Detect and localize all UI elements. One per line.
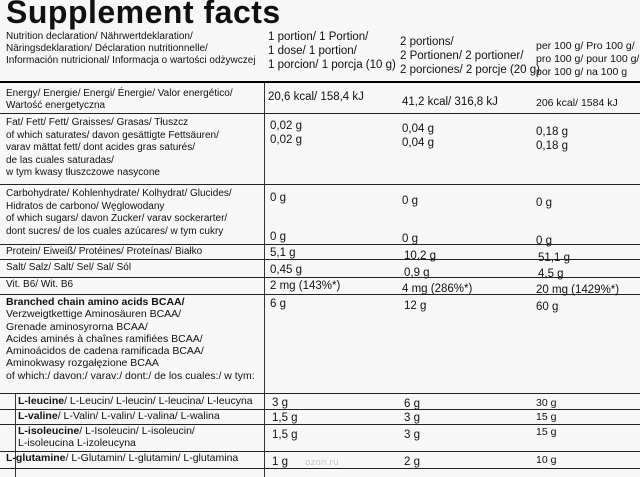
header-portion1-line: 1 portion/ 1 Portion/ [268, 31, 369, 43]
leucine-label-bold: L-leucine [18, 395, 65, 407]
divider-energy [0, 113, 640, 114]
header-per100-line: per 100 g/ Pro 100 g/ [536, 40, 635, 52]
salt-portion1: 0,45 g [270, 264, 302, 276]
carb-label-line: Hidratos de carbono/ Węglowodany [6, 200, 165, 212]
fat-label-line: de las cuales saturadas/ [6, 154, 114, 166]
carb-label-line: Carbohydrate/ Kohlenhydrate/ Kolhydrat/ Glucides/ [6, 188, 232, 199]
carb-label-line: of which sugars/ davon Zucker/ varav sockerarter/ [6, 213, 228, 224]
header-portion2-line: 2 Portionen/ 2 portioner/ [400, 50, 524, 62]
b6-label: Vit. B6/ Wit. B6 [6, 279, 74, 290]
bcaa-label-line: Aminokwasy rozgałęzione BCAA [6, 357, 159, 370]
isoleucine-label [18, 425, 195, 449]
divider-fat [0, 184, 640, 185]
header-portion2 [400, 35, 540, 77]
sugars-portion1-value: 0 g [270, 231, 286, 243]
header-per100 [536, 40, 639, 79]
bcaa-portion2: 12 g [404, 300, 427, 312]
energy-label-line: Energy/ Energie/ Energi/ Énergie/ Valor energético/ [6, 88, 233, 99]
isoleucine-label-rest2: L-isoleucina L-izoleucyna [18, 437, 136, 449]
indent-divider [15, 394, 16, 477]
header-per100-line: por 100 g/ na 100 g [536, 66, 628, 78]
salt-portion2: 0,9 g [404, 267, 430, 279]
bcaa-label-line: Aminoácidos de cadena ramificada BCAA/ [6, 345, 204, 358]
fat-per100-value: 0,18 g [536, 126, 568, 138]
fat-label-line: Fat/ Fett/ Fett/ Graisses/ Grasas/ Tłuszcz [6, 117, 189, 128]
protein-label: Protein/ Eiweiß/ Protéines/ Proteínas/ Białko [6, 246, 203, 257]
leucine-per100: 30 g [536, 397, 557, 409]
carb-label-line: dont sucres/ de los cuales azúcares/ w tym cukry [6, 225, 224, 237]
fat-portion2-value: 0,04 g [402, 123, 434, 135]
bcaa-label-line: Verzweigtkettige Aminosäuren BCAA/ [6, 308, 182, 321]
protein-portion2: 10,2 g [404, 250, 436, 262]
bcaa-label-line: Acides aminés à chaînes ramifiées BCAA/ [6, 332, 203, 345]
divider-bcaa [0, 393, 640, 394]
isoleucine-per100: 15 g [536, 426, 557, 438]
sugars-per100-value: 0 g [536, 235, 552, 247]
valine-label [18, 410, 220, 423]
glutamine-label [6, 452, 238, 465]
b6-portion2: 4 mg (286%*) [402, 283, 473, 295]
bcaa-label-line: of which:/ davon:/ varav:/ dont:/ de los cuales:/ w tym: [6, 369, 255, 382]
bcaa-label-title: Branched chain amino acids BCAA/ [6, 296, 185, 308]
saturates-per100-value: 0,18 g [536, 140, 568, 152]
valine-portion1: 1,5 g [272, 412, 298, 424]
header-label-line: Näringsdeklaration/ Déclaration nutritionnelle/ [6, 43, 208, 54]
carb-portion1-value: 0 g [270, 192, 286, 204]
isoleucine-label-rest: / L-Isoleucin/ L-isoleucin/ [79, 425, 195, 437]
glutamine-portion2: 2 g [404, 456, 420, 468]
energy-portion2: 41,2 kcal/ 316,8 kJ [402, 96, 498, 108]
bcaa-per100: 60 g [536, 301, 559, 313]
b6-portion1: 2 mg (143%*) [270, 280, 341, 292]
header-label-line: Información nutricional/ Informacja o wartości odżywczej [6, 55, 256, 66]
salt-per100: 4,5 g [538, 268, 564, 280]
fat-per100 [536, 125, 568, 153]
header-portion1-line: 1 dose/ 1 portion/ [268, 45, 357, 57]
fat-portion1 [270, 119, 302, 147]
header-portion1-line: 1 porcion/ 1 porcja (10 g) [268, 59, 396, 71]
valine-label-bold: L-valine [18, 410, 58, 422]
watermark: ozon.ru [305, 458, 339, 468]
energy-label [6, 88, 233, 112]
carb-label [6, 188, 232, 238]
saturates-portion1-value: 0,02 g [270, 134, 302, 146]
protein-per100: 51,1 g [538, 252, 570, 264]
carb-per100-value: 0 g [536, 197, 552, 209]
leucine-label-rest: / L-Leucin/ L-leucin/ L-leucina/ L-leucyna [64, 395, 253, 407]
fat-label-line: varav mättat fett/ dont acides gras saturés/ [6, 142, 195, 153]
protein-portion1: 5,1 g [270, 247, 296, 259]
divider-glutamine [0, 468, 640, 469]
energy-label-line: Wartość energetyczna [6, 100, 106, 111]
valine-label-rest: / L-Valin/ L-valin/ L-valina/ L-walina [57, 410, 220, 422]
isoleucine-label-bold: L-isoleucine [18, 425, 80, 437]
isoleucine-portion2: 3 g [404, 429, 420, 441]
page-title: Supplement facts [6, 0, 281, 30]
fat-portion1-value: 0,02 g [270, 120, 302, 132]
energy-per100: 206 kcal/ 1584 kJ [536, 97, 618, 109]
valine-portion2: 3 g [404, 412, 420, 424]
header-portion2-line: 2 portions/ [400, 36, 454, 48]
valine-per100: 15 g [536, 411, 557, 423]
glutamine-portion1: 1 g [272, 456, 288, 468]
fat-label-line: of which saturates/ davon gesättigte Fettsäuren/ [6, 129, 219, 141]
energy-portion1: 20,6 kcal/ 158,4 kJ [268, 91, 364, 103]
header-portion1 [268, 30, 396, 72]
header-portion2-line: 2 porciones/ 2 porcje (20 g) [400, 64, 540, 76]
bcaa-label-line: Grenade aminosyrorna BCAA/ [6, 320, 148, 333]
isoleucine-portion1: 1,5 g [272, 429, 298, 441]
header-per100-line: pro 100 g/ pour 100 g/ [536, 53, 640, 65]
glutamine-per100: 10 g [536, 454, 557, 466]
fat-label [6, 117, 219, 180]
column-divider [264, 82, 265, 477]
bcaa-portion1: 6 g [270, 298, 286, 310]
header-divider [0, 81, 640, 83]
bcaa-label [6, 296, 255, 382]
b6-per100: 20 mg (1429%*) [536, 284, 620, 296]
glutamine-label-rest: / L-Glutamin/ L-glutamin/ L-glutamina [65, 452, 239, 464]
fat-portion2 [402, 122, 434, 150]
leucine-portion1: 3 g [272, 397, 288, 409]
carb-portion2-value: 0 g [402, 195, 418, 207]
sugars-portion2-value: 0 g [402, 233, 418, 245]
glutamine-label-bold: L-glutamine [6, 452, 66, 464]
salt-label: Salt/ Salz/ Salt/ Sel/ Sal/ Sól [6, 262, 132, 273]
saturates-portion2-value: 0,04 g [402, 137, 434, 149]
header-label [6, 31, 256, 67]
leucine-label [18, 395, 253, 408]
header-label-line: Nutrition declaration/ Nährwertdeklaration/ [6, 31, 193, 42]
fat-label-line: w tym kwasy tłuszczowe nasycone [6, 167, 160, 178]
leucine-portion2: 6 g [404, 398, 420, 410]
